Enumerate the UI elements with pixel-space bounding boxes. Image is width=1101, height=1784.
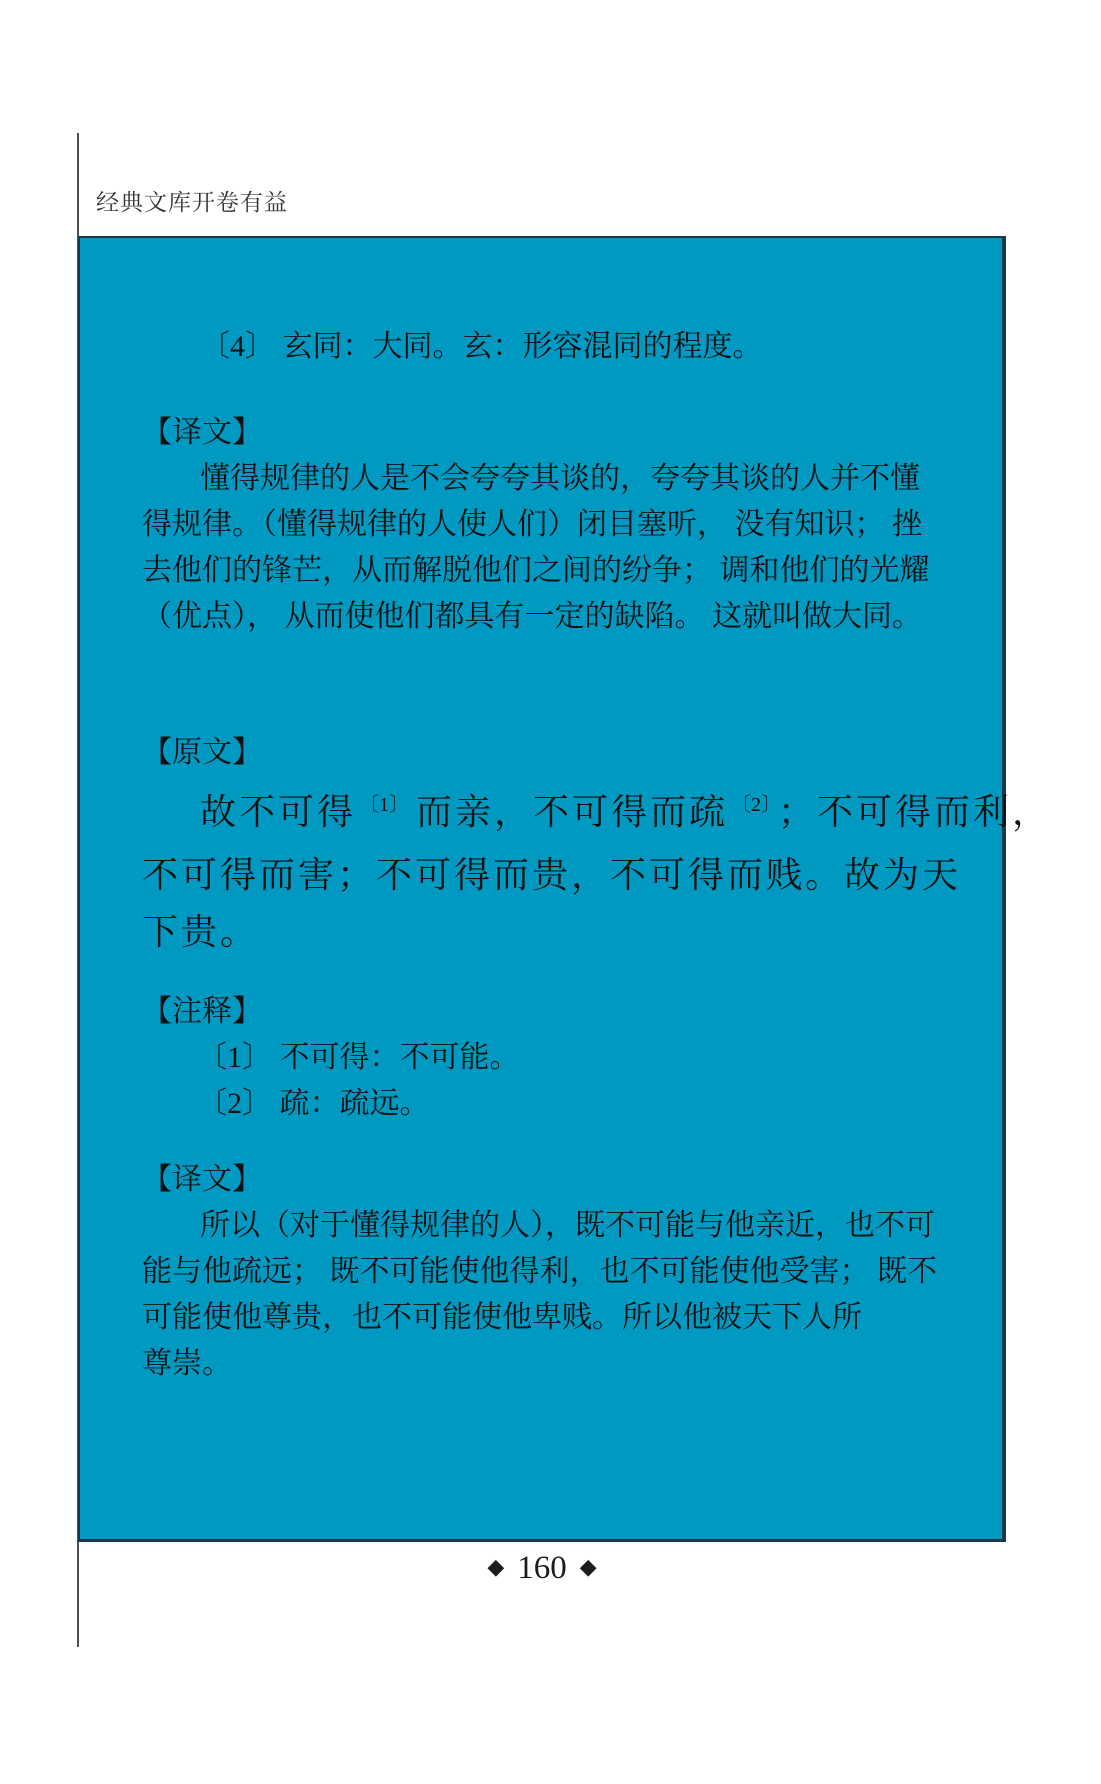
diamond-icon: ◆ bbox=[579, 1554, 597, 1579]
yuanwen-text-segment: 故不可得 bbox=[200, 792, 357, 832]
yuanwen-line: 不可得而害；不可得而贵，不可得而贱。故为天 bbox=[142, 855, 962, 895]
diamond-icon: ◆ bbox=[487, 1554, 505, 1579]
section-heading-yiwen-1: 【译文】 bbox=[142, 416, 262, 449]
yuanwen-text-segment: ；不可得而利， bbox=[778, 792, 1052, 832]
yuanwen-text-segment: 而亲，不可得而疏 bbox=[416, 792, 729, 832]
yuanwen-line: 下贵。 bbox=[142, 912, 260, 952]
page-number bbox=[78, 1550, 1006, 1587]
yiwen-2-line: 可能使他尊贵，也不可能使他卑贱。所以他被天下人所 bbox=[142, 1301, 862, 1334]
yiwen-2-line: 所以（对于懂得规律的人），既不可能与他亲近，也不可 bbox=[200, 1209, 935, 1242]
zhushi-note-line: 〔1〕 不可得：不可能。 bbox=[197, 1041, 520, 1074]
note-4-line: 〔4〕 玄同：大同。玄：形容混同的程度。 bbox=[200, 330, 763, 363]
footnote-marker-1: 〔1〕 bbox=[359, 794, 410, 816]
yiwen-2-line: 尊崇。 bbox=[142, 1347, 232, 1380]
yiwen-1-line: 懂得规律的人是不会夸夸其谈的，夸夸其谈的人并不懂 bbox=[200, 462, 920, 495]
footnote-marker-2: 〔2〕 bbox=[731, 794, 772, 816]
section-heading-yuanwen: 【原文】 bbox=[142, 736, 262, 769]
section-heading-zhushi: 【注释】 bbox=[142, 995, 262, 1028]
yiwen-1-line: 得规律。（懂得规律的人使人们）闭目塞听， 没有知识； 挫 bbox=[142, 508, 922, 541]
running-header: 经典文库开卷有益 bbox=[96, 190, 288, 215]
yiwen-1-line: （优点）， 从而使他们都具有一定的缺陷。 这就叫做大同。 bbox=[142, 600, 922, 633]
yiwen-2-line: 能与他疏远； 既不可能使他得利，也不可能使他受害； 既不 bbox=[142, 1255, 937, 1288]
content-panel bbox=[78, 236, 1052, 1542]
yiwen-1-line: 去他们的锋芒，从而解脱他们之间的纷争； 调和他们的光耀 bbox=[142, 554, 930, 587]
zhushi-note-line: 〔2〕 疏：疏远。 bbox=[197, 1087, 430, 1120]
yuanwen-line bbox=[142, 784, 1052, 847]
section-heading-yiwen-2: 【译文】 bbox=[142, 1163, 262, 1196]
page-number-value: 160 bbox=[517, 1550, 567, 1586]
